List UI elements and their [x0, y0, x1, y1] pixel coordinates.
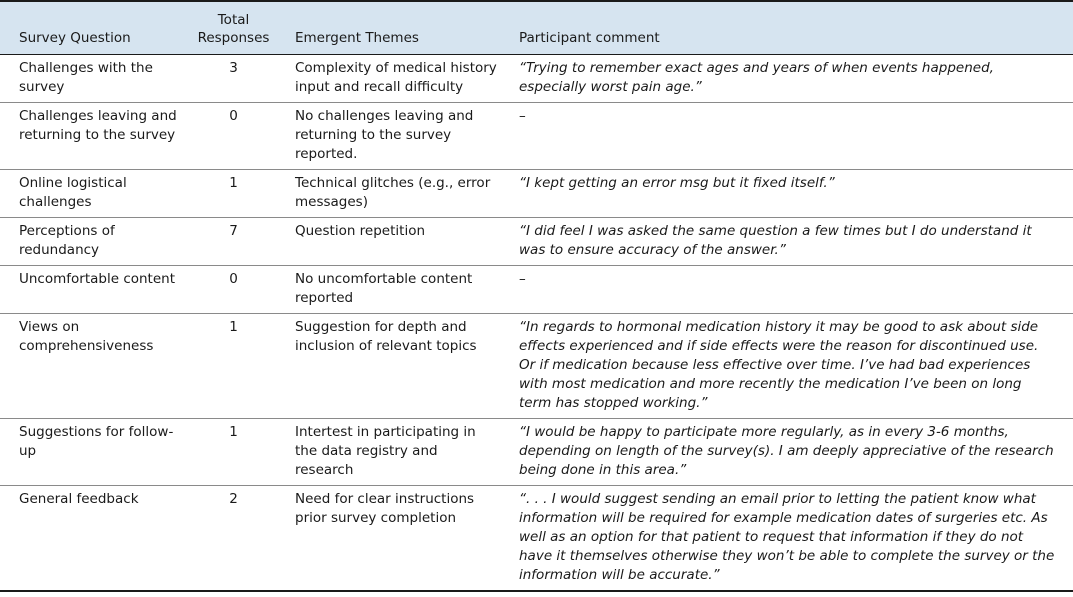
- table-row: [0, 314, 1073, 419]
- header-total-responses: Total Responses: [186, 1, 281, 55]
- table-header: [0, 1, 1073, 55]
- participant-comment-cell: –: [505, 103, 1073, 170]
- participant-comment-cell: “. . . I would suggest sending an email prior to letting the patient know what information will be required for example medication dates of surgeries etc. As well as an option for that patient to request that information if they do not have it themselves otherwise they won’t be able to complete the survey or the information will be accurate.”: [505, 486, 1073, 592]
- total-responses-cell: 0: [186, 103, 281, 170]
- emergent-theme-cell: Need for clear instructions prior survey completion: [281, 486, 505, 592]
- table-row: [0, 55, 1073, 103]
- emergent-theme-cell: Technical glitches (e.g., error messages): [281, 170, 505, 218]
- participant-comment-cell: “I did feel I was asked the same question a few times but I do understand it was to ensure accuracy of the answer.”: [505, 218, 1073, 266]
- table-row: [0, 486, 1073, 592]
- total-responses-cell: 7: [186, 218, 281, 266]
- total-responses-cell: 2: [186, 486, 281, 592]
- survey-question-cell: Suggestions for follow-up: [0, 419, 186, 486]
- table-row: [0, 266, 1073, 314]
- survey-question-cell: Challenges with the survey: [0, 55, 186, 103]
- header-emergent-themes: Emergent Themes: [281, 1, 505, 55]
- header-participant-comment: Participant comment: [505, 1, 1073, 55]
- participant-comment-cell: –: [505, 266, 1073, 314]
- survey-question-cell: Views on comprehensiveness: [0, 314, 186, 419]
- total-responses-cell: 1: [186, 419, 281, 486]
- total-responses-cell: 1: [186, 314, 281, 419]
- participant-comment-cell: “In regards to hormonal medication history it may be good to ask about side effects experienced and if side effects were the reason for discontinued use. Or if medication because less effective over time. I’ve had bad experiences with most medication and more recently the medication I’ve been on long term has stopped working.”: [505, 314, 1073, 419]
- table-row: [0, 419, 1073, 486]
- survey-question-cell: Perceptions of redundancy: [0, 218, 186, 266]
- emergent-theme-cell: Suggestion for depth and inclusion of relevant topics: [281, 314, 505, 419]
- emergent-theme-cell: Complexity of medical history input and recall difficulty: [281, 55, 505, 103]
- total-responses-cell: 3: [186, 55, 281, 103]
- survey-question-cell: General feedback: [0, 486, 186, 592]
- total-responses-cell: 0: [186, 266, 281, 314]
- table-row: [0, 103, 1073, 170]
- header-row: [0, 1, 1073, 55]
- table-body: [0, 55, 1073, 592]
- participant-comment-cell: “I kept getting an error msg but it fixed itself.”: [505, 170, 1073, 218]
- table-row: [0, 218, 1073, 266]
- total-responses-cell: 1: [186, 170, 281, 218]
- header-survey-question: Survey Question: [0, 1, 186, 55]
- survey-question-cell: Uncomfortable content: [0, 266, 186, 314]
- survey-question-cell: Online logistical challenges: [0, 170, 186, 218]
- survey-question-cell: Challenges leaving and returning to the survey: [0, 103, 186, 170]
- participant-comment-cell: “Trying to remember exact ages and years of when events happened, especially worst pain age.”: [505, 55, 1073, 103]
- emergent-theme-cell: Question repetition: [281, 218, 505, 266]
- emergent-theme-cell: Intertest in participating in the data registry and research: [281, 419, 505, 486]
- table-row: [0, 170, 1073, 218]
- emergent-theme-cell: No uncomfortable content reported: [281, 266, 505, 314]
- emergent-theme-cell: No challenges leaving and returning to the survey reported.: [281, 103, 505, 170]
- participant-comment-cell: “I would be happy to participate more regularly, as in every 3-6 months, depending on length of the survey(s). I am deeply appreciative of the research being done in this area.”: [505, 419, 1073, 486]
